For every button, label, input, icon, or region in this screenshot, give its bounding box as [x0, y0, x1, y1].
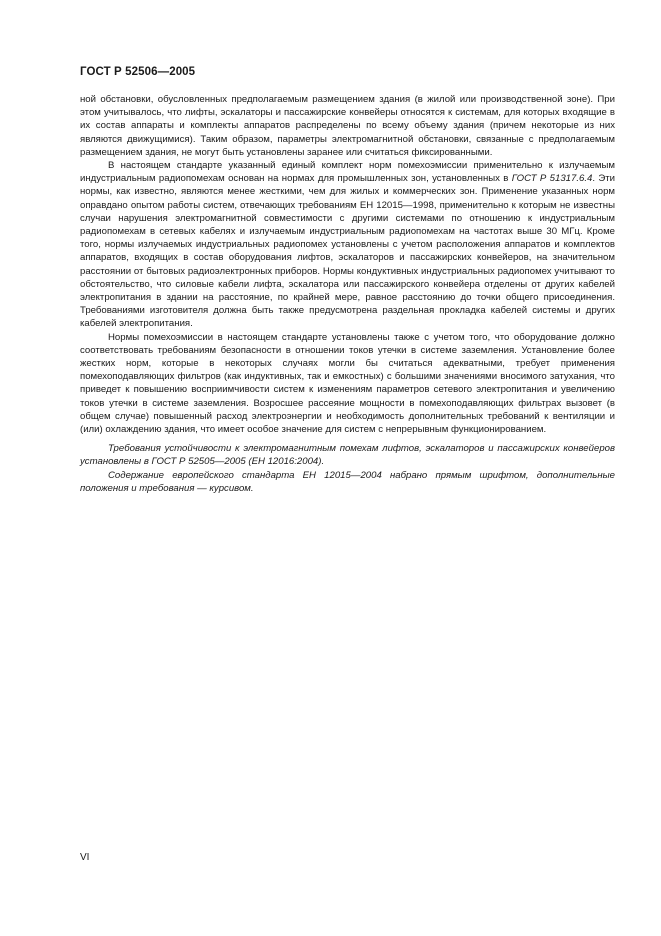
paragraph-grounding-safety: Нормы помехоэмиссии в настоящем стандарте установлены также с учетом того, что оборудование должно соответствовать требованиям безопасности в отношении токов утечки в системе заземления. Установление более жестких норм, которые в некоторых случаях могли бы считаться адекватными, требует применения помехоподавляющих фильтров (как индуктивных, так и емкостных) с большими значениями вносимого затухания, что приведет к повышению восприимчивости систем к изменениям параметров сетевого электропитания и увеличению токов утечки в системе заземления. Возросшее рассеяние мощности в помехоподавляющих фильтрах вызовет (в общем случае) повышенный расход электроэнергии и необходимость дополнительных требований к вентиляции и (или) охлаждению здания, что имеет особое значение для систем с непрерывным функционированием. [80, 331, 615, 436]
italic-text: Требования устойчивости к электромагнитным помехам лифтов, эскалаторов и пассажирских конвейеров установлены в ГОСТ Р 52505—2005 (ЕН 12016:2004). [80, 443, 615, 468]
italic-text: Содержание европейского стандарта ЕН 12015—2004 набрано прямым шрифтом, дополнительные положения и требования — курсивом. [80, 469, 615, 494]
page-number: VI [80, 852, 90, 863]
paragraph-typography-note [80, 469, 615, 495]
paragraph-emission-norms [80, 159, 615, 331]
standard-reference: ГОСТ Р 51317.6.4 [511, 173, 593, 185]
paragraph-continuation: ной обстановки, обусловленных предполагаемым размещением здания (в жилой или производственной зоне). При этом учитывалось, что лифты, эскалаторы и пассажирские конвейеры относятся к системам, для которых входящие в их состав аппараты и комплекты аппаратов распределены по всему объему здания (причем некоторые из них являются движущимися). Таким образом, параметры электромагнитной обстановки, связанные с предполагаемым размещением здания, не могут быть установлены заранее или считаться фиксированными. [80, 94, 615, 158]
paragraph-text-b: . Эти нормы, как известно, являются менее жесткими, чем для жилых и коммерческих зон. Применение указанных норм оправдано опытом работы систем, отвечающих требованиям ЕН 12015—1998, применительно к которым не известны случаи нарушения электромагнитной совместимости с другими системами по отношению к индустриальным радиопомехам в сетевых кабелях и излучаемым индустриальным радиопомехам на частотах выше 30 МГц. Кроме того, нормы излучаемых индустриальных радиопомех установлены с учетом расположения аппаратов и комплектов аппаратов, входящих в состав оборудования лифтов, эскалаторов и пассажирских конвейеров, на значительном расстоянии от бытовых радиоэлектронных приборов. Нормы кондуктивных индустриальных радиопомех учитывают то обстоятельство, что силовые кабели лифта, эскалатора или пассажирского конвейера отделены от других кабелей электропитания в здании на расстояние, по крайней мере, равное расстоянию до точки общего присоединения. Требованиями изготовителя должна быть также предусмотрена раздельная прокладка кабелей системы и других кабелей электропитания. [80, 173, 615, 330]
paragraph-immunity-requirements [80, 442, 615, 468]
document-body [80, 93, 615, 495]
document-header: ГОСТ Р 52506—2005 [80, 66, 196, 78]
paragraph-text-a: В настоящем стандарте указанный единый комплект норм помехоэмиссии применительно к излучаемым индустриальным радиопомехам основан на нормах для промышленных зон, установленных в [80, 160, 615, 185]
